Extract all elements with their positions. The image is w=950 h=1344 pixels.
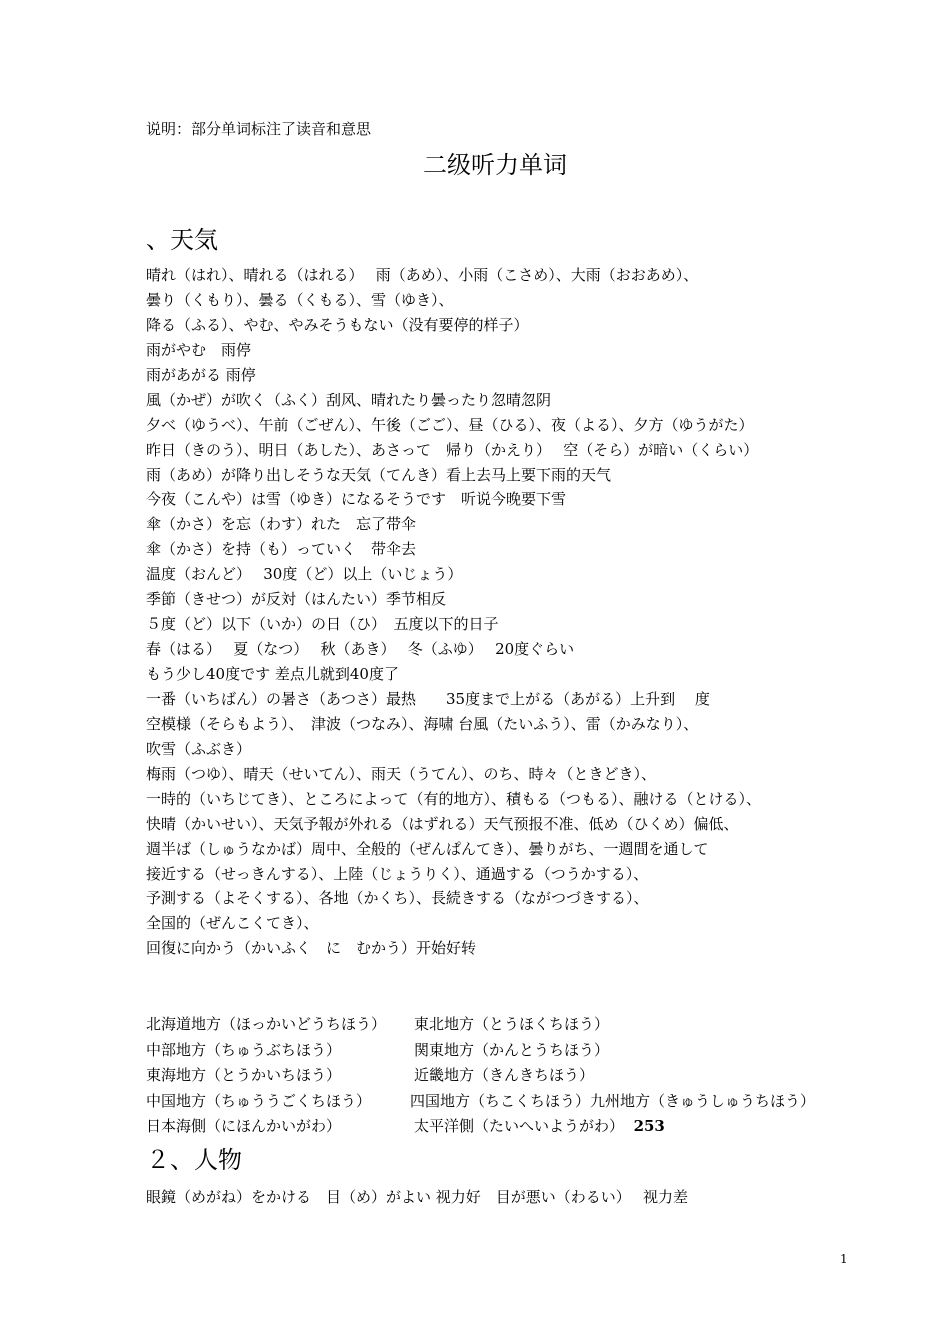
vocab-line: 週半ば（しゅうなかば）周中、全般的（ぜんぱんてき）、曇りがち、一週間を通して (146, 839, 709, 858)
vocab-line: 今夜（こんや）は雪（ゆき）になるそうです 听说今晚要下雪 (146, 490, 567, 509)
vocab-line: 吹雪（ふぶき） (146, 739, 252, 758)
region-row (146, 1089, 936, 1115)
region-number: 253 (633, 1117, 665, 1135)
vocab-line: 快晴（かいせい）、天気予報が外れる（はずれる）天气预报不准、低め（ひくめ）偏低、 (146, 814, 739, 833)
vocab-line: 夕べ（ゆうべ）、午前（ごぜん）、午後（ごご）、昼（ひる）、夜（よる）、夕方（ゆうがた） (146, 415, 754, 434)
vocab-line: 全国的（ぜんこくてき）、 (146, 914, 319, 933)
region-name: 東北地方（とうほくちほう） (414, 1015, 610, 1033)
section-heading-people: ２、人物 (146, 1146, 242, 1174)
vocab-line: 春（はる） 夏（なつ） 秋（あき） 冬（ふゆ） 20度ぐらい (146, 640, 575, 659)
vocab-line: 温度（おんど） 30度（ど）以上（いじょう） (146, 565, 463, 584)
vocab-line: 傘（かさ）を忘（わす）れた 忘了带伞 (146, 515, 417, 534)
region-name: 関東地方（かんとうちほう） (414, 1040, 610, 1059)
region-row (146, 1012, 936, 1038)
vocab-line: 接近する（せっきんする）、上陸（じょうりく）、通過する（つうかする）、 (146, 864, 649, 883)
vocab-line: 季節（きせつ）が反対（はんたい）季节相反 (146, 590, 447, 609)
region-row (146, 1063, 936, 1089)
vocab-line: 風（かぜ）が吹く（ふく）刮风、晴れたり曇ったり忽晴忽阴 (146, 390, 552, 409)
vocab-line: 雨（あめ）が降り出しそうな天気（てんき）看上去马上要下雨的天气 (146, 465, 612, 484)
vocab-line: 傘（かさ）を持（も）っていく 带伞去 (146, 540, 417, 559)
vocab-line: 回復に向かう（かいふく に むかう）开始好转 (146, 939, 477, 958)
section-heading-weather: 、天気 (146, 226, 218, 254)
vocab-line: 一時的（いちじてき）、ところによって（有的地方）、積もる（つもる）、融ける（とける）、 (146, 789, 762, 808)
region-name: 東海地方（とうかいちほう） (146, 1066, 342, 1084)
region-name: 太平洋側（たいへいようがわ） (414, 1117, 625, 1135)
region-row (146, 1114, 936, 1140)
vocab-line: 昨日（きのう）、明日（あした）、あさって 帰り（かえり） 空（そら）が暗い（くらい） (146, 440, 759, 459)
region-row (146, 1038, 936, 1064)
vocab-line: 降る（ふる）、やむ、やみそうもない（没有要停的样子） (146, 315, 529, 334)
vocab-line: 雨があがる 雨停 (146, 365, 256, 384)
vocab-line: 雨がやむ 雨停 (146, 340, 252, 359)
vocab-line: 曇り（くもり）、曇る（くもる）、雪（ゆき）、 (146, 290, 454, 309)
region-name: 北海道地方（ほっかいどうちほう） (146, 1015, 387, 1033)
page-title: 二级听力单词 (423, 151, 567, 179)
vocab-line: 眼鏡（めがね）をかける 目（め）がよい 视力好 目が悪い（わるい） 视力差 (146, 1188, 689, 1206)
region-name: 中部地方（ちゅうぶちほう） (146, 1040, 342, 1059)
note-text: 说明：部分单词标注了读音和意思 (146, 120, 372, 138)
vocab-line: 晴れ（はれ）、晴れる（はれる） 雨（あめ）、小雨（こさめ）、大雨（おおあめ）、 (146, 266, 699, 284)
vocab-line: 予測する（よそくする）、各地（かくち）、長続きする（ながつづきする）、 (146, 889, 649, 908)
vocab-line: 梅雨（つゆ）、晴天（せいてん）、雨天（うてん）、のち、時々（ときどき）、 (146, 764, 657, 783)
vocab-line: ５度（ど）以下（いか）の日（ひ） 五度以下的日子 (146, 615, 499, 634)
region-name: 四国地方（ちこくちほう）九州地方（きゅうしゅうちほう） (410, 1091, 816, 1110)
regions-list (146, 1012, 936, 1140)
region-name: 近畿地方（きんきちほう） (414, 1066, 595, 1084)
vocab-line: 空模様（そらもよう）、 津波（つなみ）、海啸 台風（たいふう）、雷（かみなり）、 (146, 714, 699, 733)
page-number: 1 (840, 1252, 848, 1266)
vocab-line: もう少し40度です 差点儿就到40度了 (146, 665, 399, 683)
vocab-line: 一番（いちばん）の暑さ（あつさ）最热 35度まで上がる（あがる）上升到 度 (146, 689, 710, 708)
weather-vocab-list (146, 263, 936, 961)
region-cell (414, 1114, 665, 1140)
region-name: 日本海側（にほんかいがわ） (146, 1117, 342, 1135)
region-name: 中国地方（ちゅううごくちほう） (146, 1091, 372, 1110)
